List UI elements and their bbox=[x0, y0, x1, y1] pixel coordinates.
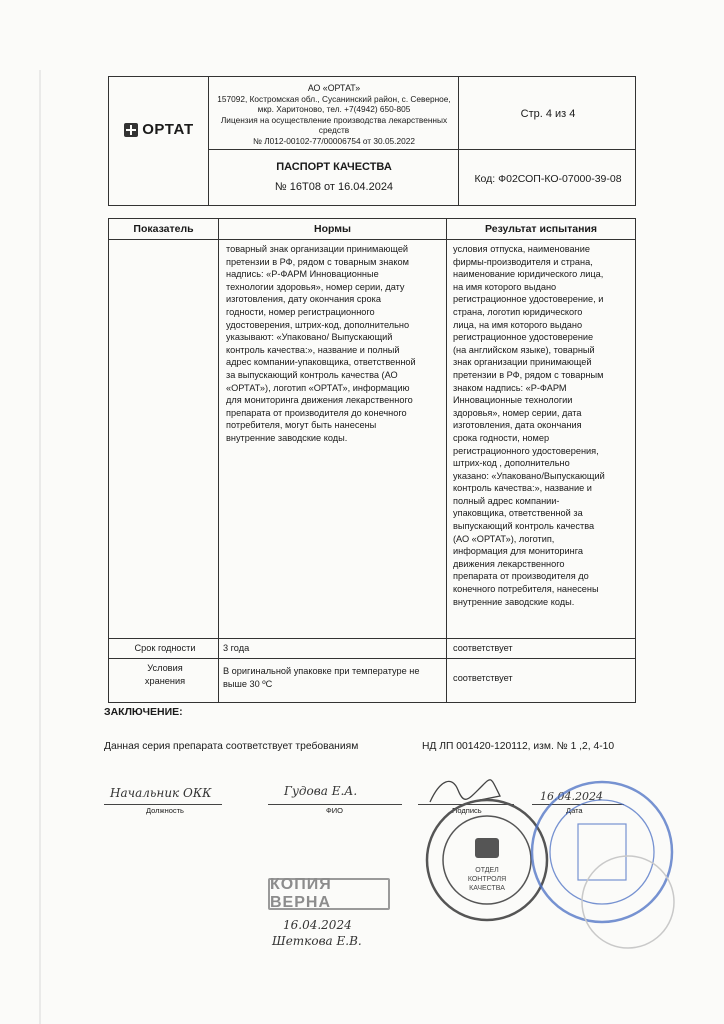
shelf-life-result: соответствует bbox=[453, 643, 513, 653]
storage-norm bbox=[223, 665, 443, 690]
text-line: товарный знак организации принимающей bbox=[226, 244, 409, 254]
qc-stamp-logo-icon bbox=[475, 838, 499, 858]
text-line: полный адрес компании- bbox=[453, 495, 560, 506]
result-text bbox=[453, 243, 633, 608]
storage-label bbox=[113, 662, 217, 687]
text-line: знак организации принимающей bbox=[453, 357, 592, 368]
position-label: Должность bbox=[146, 806, 184, 815]
header-norms: Нормы bbox=[313, 223, 351, 235]
text-line: «ОРТАТ»), логотип «ОРТАТ», информацию bbox=[226, 382, 410, 393]
name-line bbox=[268, 804, 402, 805]
text-line: выпускающий контроль качества bbox=[453, 521, 595, 532]
text-line: за выпускающий контроль качества (АО bbox=[226, 369, 398, 380]
text-line: надпись: «Р-ФАРМ Инновационные bbox=[226, 269, 379, 280]
company-info bbox=[209, 77, 459, 150]
conclusion-nd: НД ЛП 001420-120112, изм. № 1 ,2, 4-10 bbox=[422, 741, 615, 752]
text-line: препарата от производителя до конечного bbox=[226, 407, 407, 418]
text-line: Инновационные технологии bbox=[453, 395, 573, 406]
text-line: срока годности, номер bbox=[453, 432, 550, 443]
company-address: 157092, Костромская обл., Сусанинский район, с. Северное, bbox=[217, 93, 451, 104]
header-parameter: Показатель bbox=[133, 223, 194, 235]
position-line bbox=[104, 804, 222, 805]
copy-verified-stamp: КОПИЯ ВЕРНА bbox=[268, 878, 390, 910]
logo-text: ОРТАТ bbox=[142, 121, 194, 138]
company-license: Лицензия на осуществление производства лекарственных bbox=[220, 114, 448, 125]
text-line: движения лекарственного bbox=[453, 558, 565, 569]
sign-line bbox=[418, 804, 514, 805]
text-line: упаковщика, ответственной за bbox=[453, 508, 583, 519]
page-number: Стр. 4 из 4 bbox=[520, 107, 576, 120]
company-phone: мкр. Харитоново, тел. +7(4942) 650-805 bbox=[257, 104, 411, 114]
ortat-logo-icon bbox=[124, 123, 138, 137]
conclusion-title: ЗАКЛЮЧЕНИЕ: bbox=[104, 706, 183, 718]
qc-stamp-line: КОНТРОЛЯ bbox=[467, 876, 507, 883]
copy-signer: Шеткова Е.В. bbox=[272, 934, 362, 948]
text-line: регистрационное удостоверение bbox=[453, 332, 594, 343]
header-result: Результат испытания bbox=[485, 223, 597, 235]
text-line: изготовления, дату окончания срока bbox=[226, 294, 381, 305]
storage-result: соответствует bbox=[453, 673, 513, 683]
text-line: препарата от производителя до bbox=[453, 571, 589, 582]
storage-norm-line: выше 30 ºС bbox=[223, 678, 273, 689]
date-line bbox=[532, 804, 624, 805]
text-line: претензии в РФ, рядом с товарным знаком bbox=[226, 256, 409, 267]
name-label: ФИО bbox=[326, 806, 343, 815]
text-line: внутренние заводские коды. bbox=[453, 596, 575, 607]
text-line: штрих-код , дополнительно bbox=[453, 458, 570, 469]
company-logo bbox=[109, 77, 209, 182]
text-line: удостоверения, штрих-код, дополнительно bbox=[226, 319, 410, 330]
text-line: регистрационного удостоверения, bbox=[453, 445, 599, 456]
text-line: фирмы-производителя и страна, bbox=[453, 256, 593, 267]
text-line: претензии в РФ, рядом с товарным bbox=[453, 369, 604, 380]
text-line: наименование юридического лица, bbox=[453, 269, 604, 280]
blue-round-stamp bbox=[532, 782, 672, 922]
text-line: годности, номер регистрационного bbox=[226, 306, 375, 317]
text-line: на имя которого выдано bbox=[453, 281, 557, 292]
signature-scribble bbox=[430, 780, 500, 802]
storage-label-line: Условия bbox=[147, 663, 183, 673]
text-line: внутренние заводские коды. bbox=[226, 432, 348, 443]
company-license-number: № Л012-00102-77/00006754 от 30.05.2022 bbox=[253, 135, 415, 146]
text-line: конечного потребителя, нанесены bbox=[453, 584, 599, 595]
shelf-life-label: Срок годности bbox=[134, 643, 196, 653]
handwritten-name: Гудова Е.А. bbox=[284, 784, 358, 798]
text-line: изготовления, дата окончания bbox=[453, 420, 582, 431]
document-code: Код: Ф02СОП-КО-07000-39-08 bbox=[474, 172, 622, 185]
text-line: контроль качества:», название и полный bbox=[226, 344, 400, 355]
text-line: условия отпуска, наименование bbox=[453, 244, 590, 254]
text-line: указано: «Упаковано/Выпускающий bbox=[453, 470, 605, 481]
text-line: (АО «ОРТАТ»), логотип, bbox=[453, 533, 555, 544]
date-label: Дата bbox=[566, 806, 583, 815]
qc-round-stamp bbox=[427, 800, 547, 920]
text-line: для мониторинга движения лекарственного bbox=[226, 395, 413, 406]
quality-table bbox=[108, 218, 636, 703]
text-line: здоровья», номер серии, дата bbox=[453, 407, 582, 418]
company-name: АО «ОРТАТ» bbox=[307, 83, 361, 93]
text-line: потребителя, могут быть нанесены bbox=[226, 420, 377, 431]
faint-stamp bbox=[582, 856, 674, 948]
text-line: указывают: «Упаковано/ Выпускающий bbox=[226, 332, 393, 343]
passport-title: ПАСПОРТ КАЧЕСТВА bbox=[276, 161, 392, 173]
handwritten-date: 16.04.2024 bbox=[540, 790, 603, 803]
text-line: регистрационное удостоверение, и bbox=[453, 294, 604, 305]
text-line: контроль качества:», название и bbox=[453, 483, 592, 494]
qc-stamp-line: КАЧЕСТВА bbox=[469, 885, 505, 892]
company-license-cont: средств bbox=[318, 125, 350, 135]
text-line: информация для мониторинга bbox=[453, 546, 584, 557]
sign-label: Подпись bbox=[452, 806, 482, 815]
handwritten-position: Начальник ОКК bbox=[110, 786, 212, 800]
text-line: лица, на имя которого выдано bbox=[453, 319, 583, 330]
text-line: адрес компании-упаковщика, ответственной bbox=[226, 357, 416, 368]
passport-title-block bbox=[209, 150, 459, 207]
norms-text bbox=[226, 243, 444, 445]
text-line: технологии здоровья», номер серии, дату bbox=[226, 281, 405, 292]
shelf-life-norm: 3 года bbox=[223, 643, 250, 653]
conclusion-text: Данная серия препарата соответствует требованиям bbox=[104, 741, 359, 752]
copy-date: 16.04.2024 bbox=[283, 918, 352, 932]
text-line: (на английском языке), товарный bbox=[453, 344, 595, 355]
storage-label-line: хранения bbox=[144, 675, 186, 686]
storage-norm-line: В оригинальной упаковке при температуре не bbox=[223, 666, 420, 676]
text-line: знаком надпись: «Р-ФАРМ bbox=[453, 382, 567, 393]
text-line: страна, логотип юридического bbox=[453, 306, 583, 317]
passport-number: № 16Т08 от 16.04.2024 bbox=[274, 181, 394, 193]
qc-stamp-line: ОТДЕЛ bbox=[475, 867, 499, 874]
passport-header bbox=[108, 76, 636, 206]
